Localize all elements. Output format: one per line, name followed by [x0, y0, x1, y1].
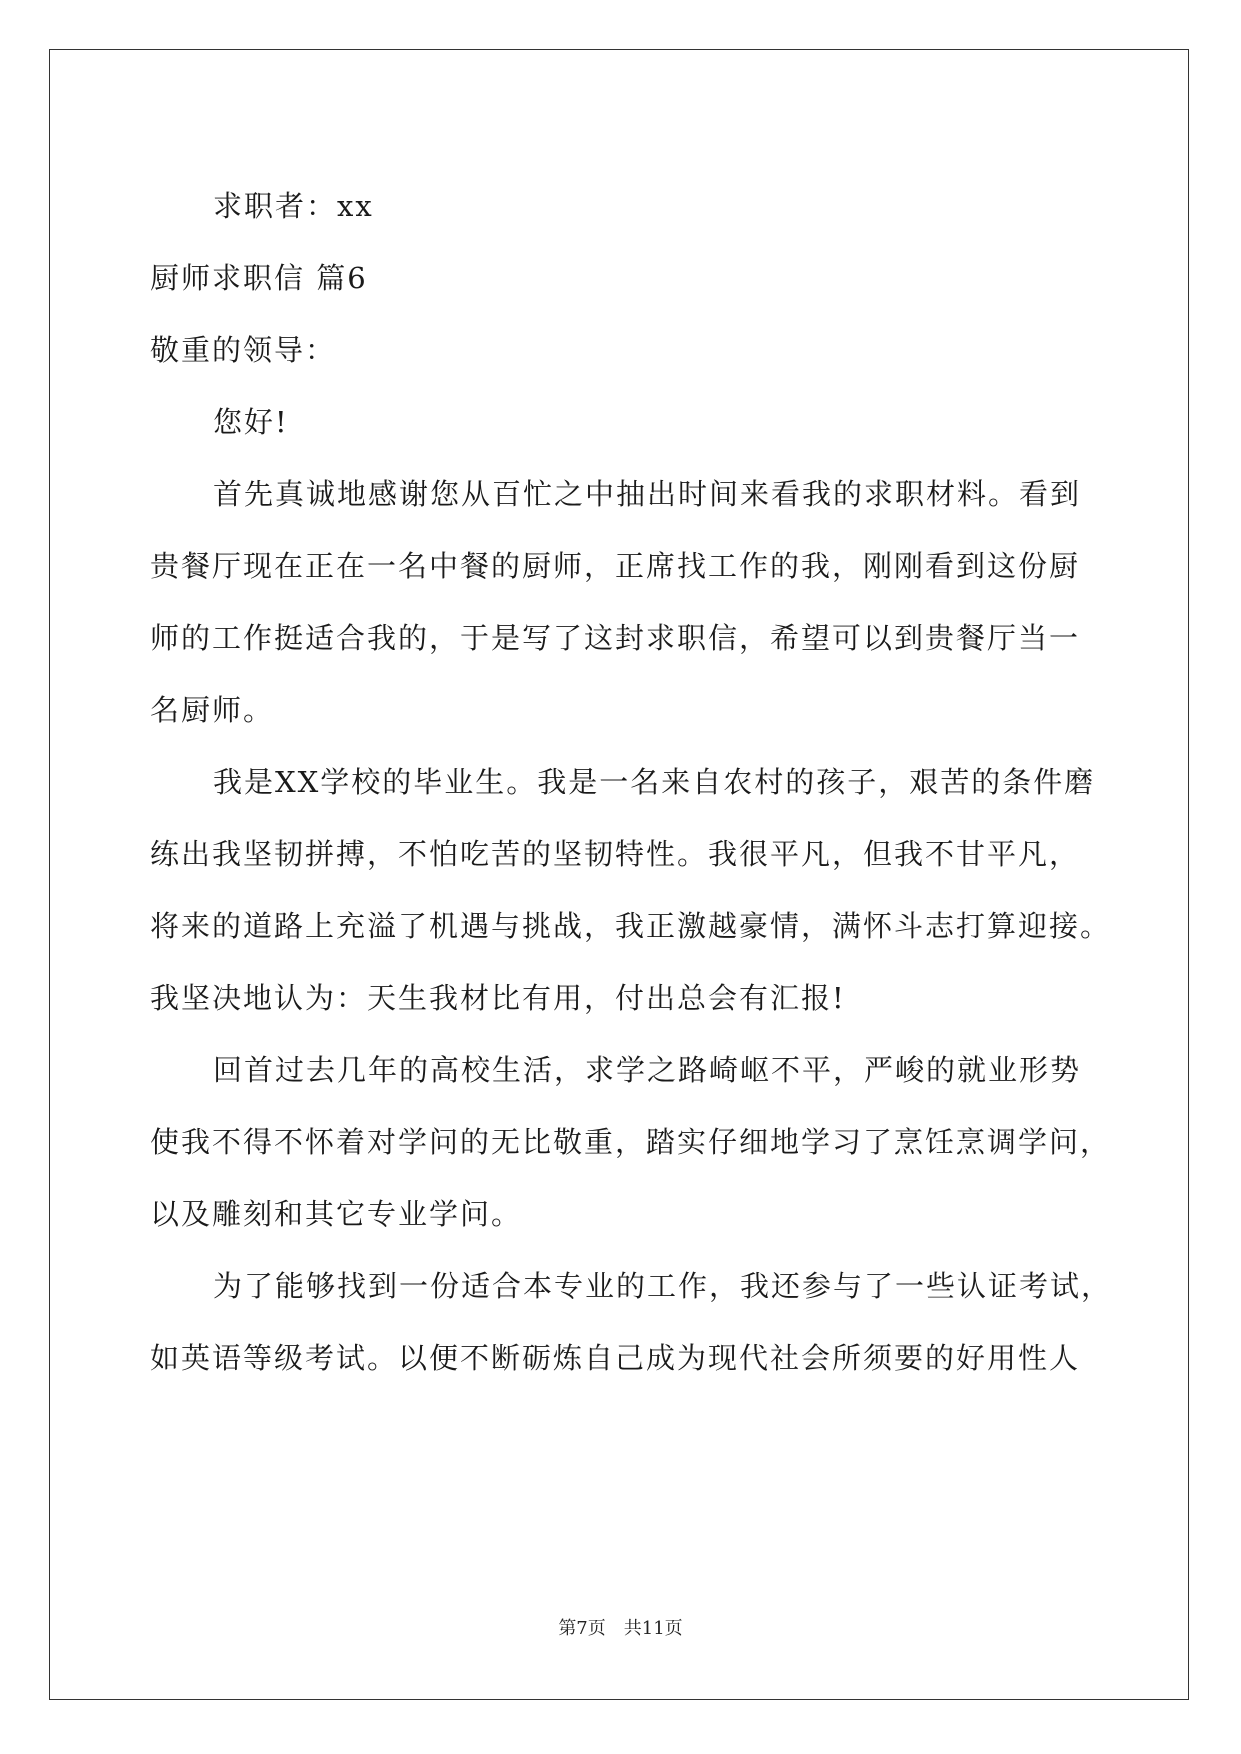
paragraph-line: 使我不得不怀着对学问的无比敬重，踏实仔细地学习了烹饪烹调学问，	[150, 1125, 1112, 1159]
paragraph-line: 名厨师。	[150, 693, 275, 727]
paragraph-line: 以及雕刻和其它专业学问。	[150, 1197, 523, 1231]
paragraph-line: 回首过去几年的高校生活，求学之路崎岖不平，严峻的就业形势	[213, 1053, 1082, 1087]
paragraph-line: 练出我坚韧拼搏，不怕吃苦的坚韧特性。我很平凡，但我不甘平凡，	[150, 837, 1081, 871]
greeting: 您好!	[213, 405, 289, 439]
paragraph-line: 首先真诚地感谢您从百忙之中抽出时间来看我的求职材料。看到	[213, 477, 1082, 511]
page-footer: 第7页 共11页	[558, 1618, 683, 1639]
paragraph-line: 如英语等级考试。以便不断砺炼自己成为现代社会所须要的好用性人	[150, 1341, 1081, 1375]
paragraph-line: 贵餐厅现在正在一名中餐的厨师，正席找工作的我，刚刚看到这份厨	[150, 549, 1081, 583]
salutation: 敬重的领导：	[150, 333, 337, 367]
paragraph-line: 师的工作挺适合我的，于是写了这封求职信，希望可以到贵餐厅当一	[150, 621, 1081, 655]
section-heading: 厨师求职信 篇6	[150, 261, 368, 295]
paragraph-line: 为了能够找到一份适合本专业的工作，我还参与了一些认证考试，	[213, 1269, 1113, 1303]
paragraph-line: 将来的道路上充溢了机遇与挑战，我正激越豪情，满怀斗志打算迎接。	[150, 909, 1112, 943]
document-body	[150, 170, 1113, 1394]
applicant-line: 求职者：xx	[213, 189, 374, 223]
paragraph-line: 我是XX学校的毕业生。我是一名来自农村的孩子，艰苦的条件磨	[213, 765, 1096, 799]
paragraph-line: 我坚决地认为：天生我材比有用，付出总会有汇报!	[150, 981, 846, 1015]
